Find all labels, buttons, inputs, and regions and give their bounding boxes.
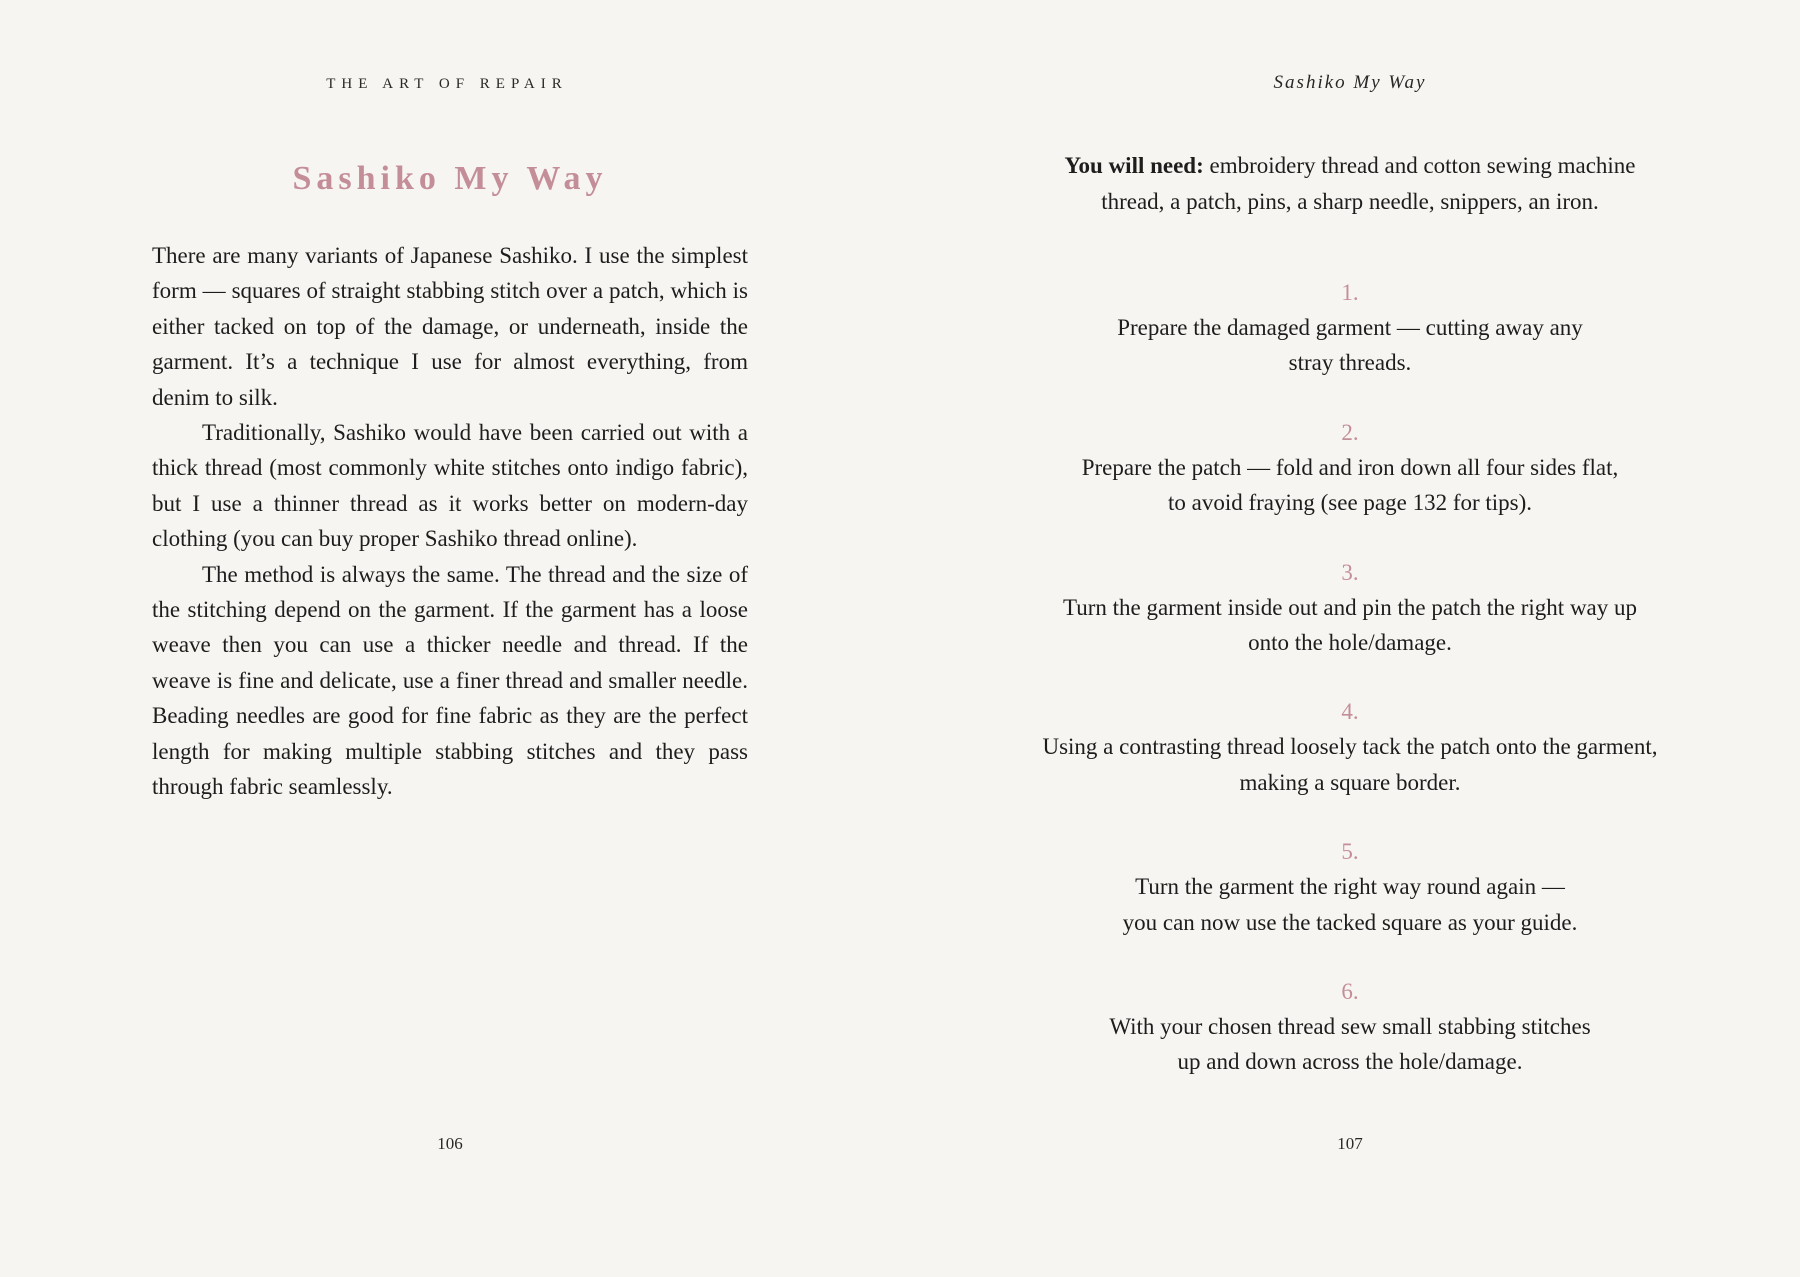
step-number: 5. [1341, 839, 1359, 865]
step-number: 1. [1341, 280, 1359, 305]
step-number: 6. [1341, 979, 1359, 1005]
step-text-line: With your chosen thread sew small stabbing stitches [1109, 1014, 1591, 1040]
instruction-steps [1010, 275, 1690, 1114]
step-text-line: Turn the garment inside out and pin the patch the right way up [1062, 594, 1638, 620]
step-text-line: up and down across the hole/damage. [1177, 1049, 1523, 1075]
materials-text-line-1: embroidery thread and cotton sewing machine [1203, 153, 1636, 178]
step-item [1010, 834, 1690, 940]
step-number: 2. [1341, 419, 1359, 445]
step-text-line: you can now use the tacked square as your guide. [1122, 909, 1578, 935]
right-page [900, 0, 1800, 1277]
body-paragraph: The method is always the same. The thread and the size of the stitching depend on the garment. If the garment has a loose weave then you can use a thicker needle and thread. If the weave is fine and delicate, use a finer thread and smaller needle. Beading needles are good for fine fabric as they are the perfect length for making multiple stabbing stitches and they pass through fabric seamlessly. [152, 561, 748, 800]
running-head-chapter-title: Sashiko My Way [1273, 72, 1427, 93]
step-number: 3. [1341, 559, 1359, 585]
step-text-line: Prepare the damaged garment — cutting away any [1117, 315, 1583, 340]
step-number: 4. [1341, 699, 1359, 725]
step-text-line: Using a contrasting thread loosely tack the patch onto the garment, [1042, 734, 1658, 760]
running-head-book-title: THE ART OF REPAIR [326, 76, 568, 92]
body-paragraph: Traditionally, Sashiko would have been carried out with a thick thread (most commonly white stitches onto indigo fabric), but I use a thinner thread as it works better on modern-day clothing (you can buy proper Sashiko thread online). [152, 420, 748, 552]
step-item [1010, 555, 1690, 661]
body-paragraph: There are many variants of Japanese Sashiko. I use the simplest form — squares of straight stabbing stitch over a patch, which is either tacked on top of the damage, or underneath, inside the garment. It’s a technique I use for almost everything, from denim to silk. [152, 243, 748, 410]
step-item [1010, 694, 1690, 800]
page-number-left: 106 [437, 1134, 463, 1153]
page-number-right: 107 [1337, 1134, 1363, 1153]
step-item [1010, 275, 1690, 381]
step-text-line: stray threads. [1288, 350, 1412, 376]
step-item [1010, 974, 1690, 1080]
materials-list [1050, 148, 1650, 220]
step-text-line: to avoid fraying (see page 132 for tips). [1167, 490, 1533, 516]
step-text-line: onto the hole/damage. [1248, 630, 1452, 656]
chapter-title: Sashiko My Way [292, 160, 608, 197]
body-text [152, 238, 748, 805]
materials-label: You will need: [1064, 153, 1204, 178]
step-item [1010, 415, 1690, 521]
step-text-line: Prepare the patch — fold and iron down all four sides flat, [1081, 454, 1619, 480]
step-text-line: Turn the garment the right way round again — [1135, 874, 1565, 900]
step-text-line: making a square border. [1239, 769, 1461, 795]
materials-text-line-2: thread, a patch, pins, a sharp needle, snippers, an iron. [1101, 189, 1599, 214]
